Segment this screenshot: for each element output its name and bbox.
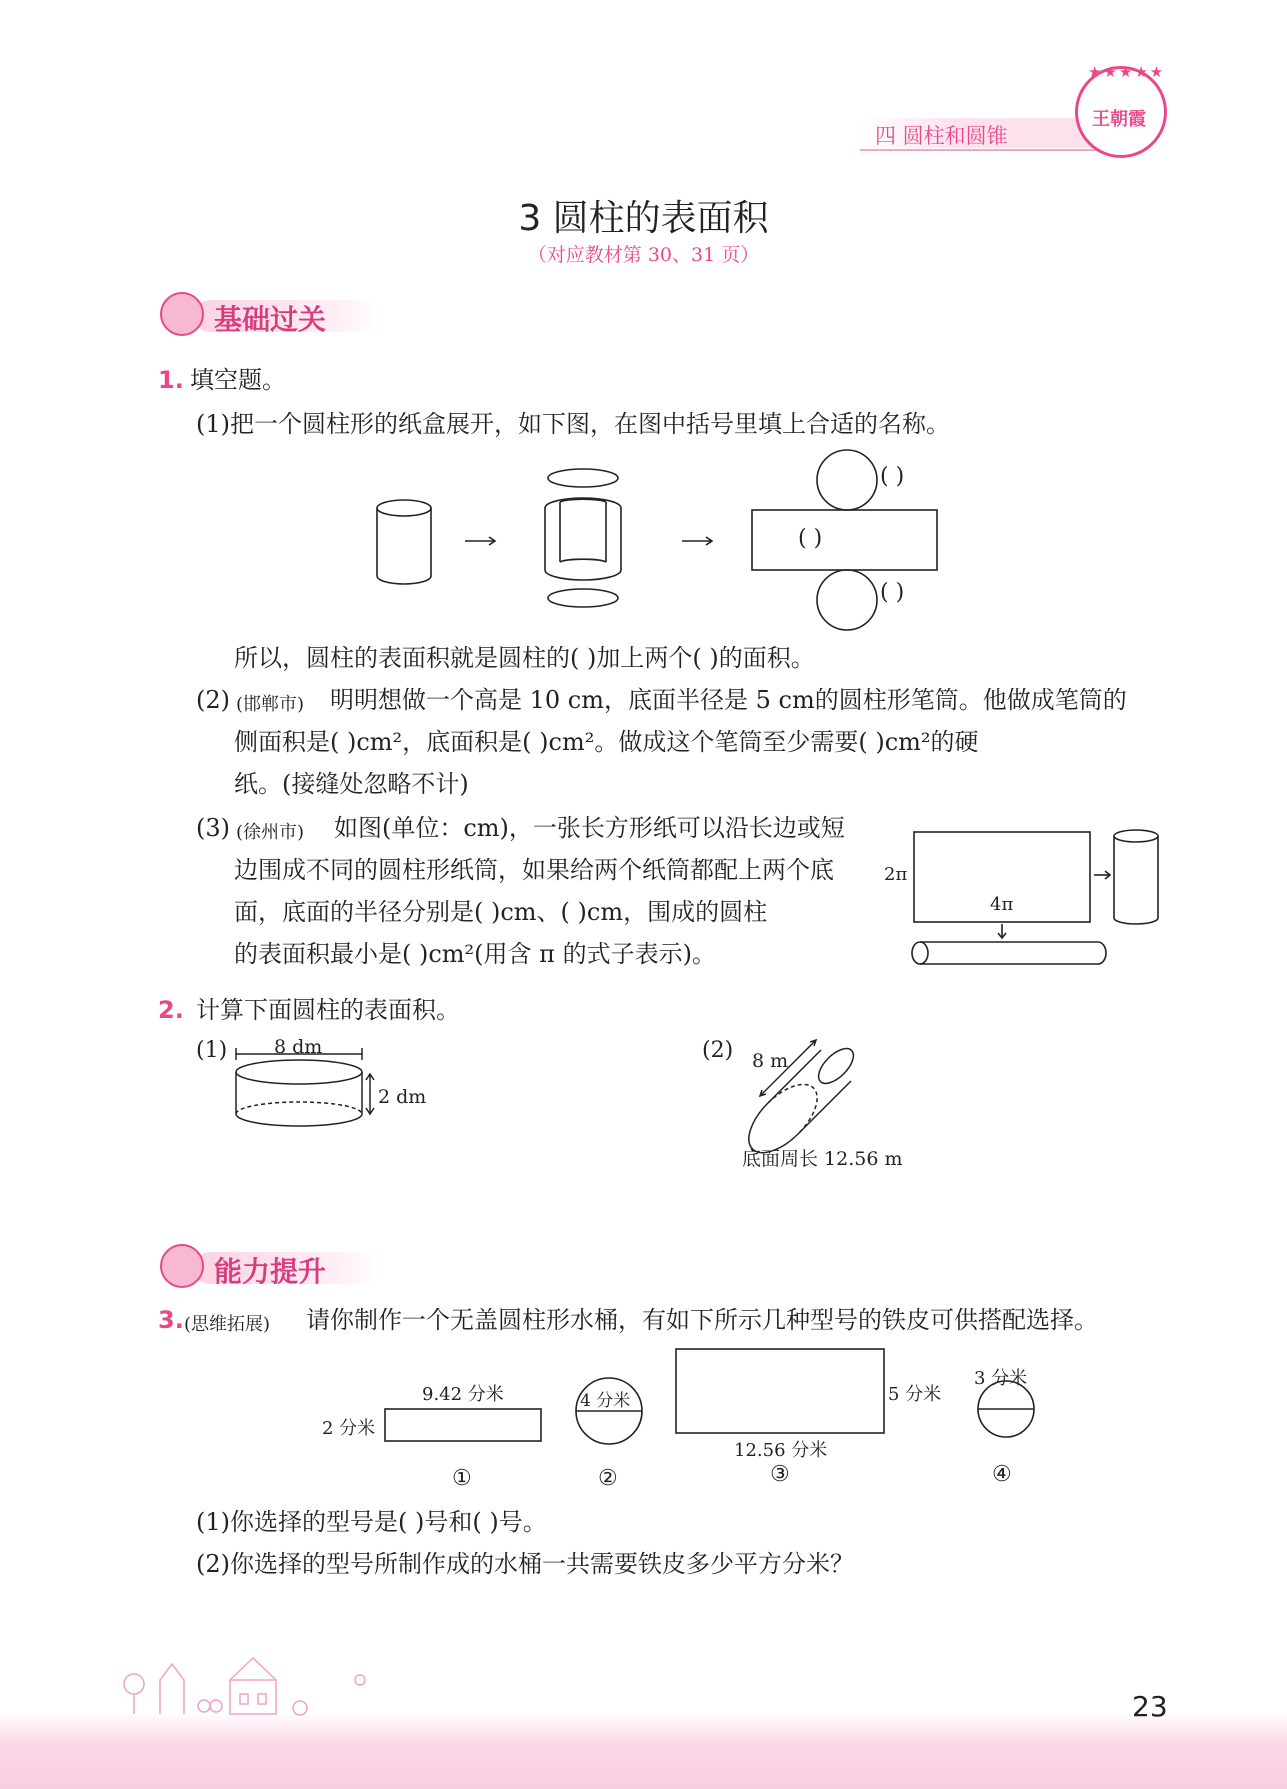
section-title-basic: 基础过关 <box>214 303 327 336</box>
rectangle-roll-diagram <box>880 820 1180 970</box>
q2-fig2-num: (2) <box>702 1038 734 1063</box>
q3-title: 请你制作一个无盖圆柱形水桶，有如下所示几种型号的铁皮可供搭配选择。 <box>306 1306 1098 1334</box>
castle-decoration-icon <box>120 1650 420 1720</box>
q1-p3-line1: 如图(单位：cm)，一张长方形纸可以沿长边或短 <box>334 814 845 842</box>
page-title: 3 圆柱的表面积 <box>518 198 769 239</box>
tilted-cylinder-figure <box>740 1030 880 1150</box>
q1-p2-line3: 纸。(接缝处忽略不计) <box>234 770 469 798</box>
logo-text: 王朝霞 <box>1092 109 1146 130</box>
option4-diameter: 3 分米 <box>974 1368 1028 1389</box>
q3-number: 3. <box>158 1306 184 1334</box>
q1-p3-tag: (徐州市) <box>236 822 305 843</box>
option-label-3: ③ <box>770 1462 790 1487</box>
q2-number: 2. <box>158 996 184 1024</box>
sheet-metal-options <box>380 1345 1040 1495</box>
option-label-1: ① <box>452 1466 472 1491</box>
section-banner-basic <box>160 292 380 338</box>
page-subtitle: （对应教材第 30、31 页） <box>527 244 760 266</box>
arrow-right-icon <box>465 537 495 545</box>
q1-p1-text: (1)把一个圆柱形的纸盒展开，如下图，在图中括号里填上合适的名称。 <box>196 410 950 438</box>
footer-band <box>0 1712 1287 1789</box>
mascot-icon <box>160 292 204 336</box>
fig1-height-label: 2 dm <box>378 1086 427 1108</box>
option3-height: 5 分米 <box>888 1384 942 1405</box>
q1-title: 填空题。 <box>190 366 286 394</box>
option-1-rect <box>385 1409 541 1441</box>
option-label-2: ② <box>598 1466 618 1491</box>
q1-p3-line2: 边围成不同的圆柱形纸筒，如果给两个纸筒都配上两个底 <box>234 856 834 884</box>
arrow-right-icon <box>682 537 712 545</box>
option3-length: 12.56 分米 <box>734 1440 828 1461</box>
fig1-diameter-label: 8 dm <box>274 1036 323 1058</box>
cylinder-net <box>752 450 937 630</box>
q1-p3-num: (3) <box>196 814 230 842</box>
net-top-circle-blank[interactable]: ( ) <box>880 464 905 489</box>
net-rect-blank[interactable]: ( ) <box>798 526 823 551</box>
option2-diameter: 4 分米 <box>580 1391 631 1411</box>
rect-length-label: 4π <box>990 894 1014 915</box>
q1-p2-line1: 明明想做一个高是 10 cm，底面半径是 5 cm的圆柱形笔筒。他做成笔筒的 <box>330 686 1127 714</box>
arrow-right-icon <box>1094 871 1110 879</box>
opened-cylinder <box>545 469 621 607</box>
option1-length: 9.42 分米 <box>422 1384 504 1405</box>
page-number: 23 <box>1132 1690 1168 1723</box>
option-3-rect <box>676 1349 884 1433</box>
section-title-advanced: 能力提升 <box>214 1255 327 1288</box>
net-bottom-circle-blank[interactable]: ( ) <box>880 580 905 605</box>
mascot-icon <box>160 1244 204 1288</box>
q1-p3-line4: 的表面积最小是( )cm²(用含 π 的式子表示)。 <box>234 940 716 968</box>
publisher-logo <box>1075 63 1167 158</box>
rect-side-label: 2π <box>884 864 908 885</box>
header-underline <box>860 149 1100 151</box>
arrow-down-icon <box>998 924 1006 938</box>
q1-p2-tag: (邯郸市) <box>236 694 305 715</box>
chapter-label: 四 圆柱和圆锥 <box>875 124 1008 148</box>
fig2-length-label: 8 m <box>752 1050 789 1072</box>
q1-p3-line3: 面，底面的半径分别是( )cm、( )cm，围成的圆柱 <box>234 898 768 926</box>
section-banner-advanced <box>160 1244 380 1290</box>
q3-sub2: (2)你选择的型号所制作成的水桶一共需要铁皮多少平方分米？ <box>196 1550 854 1578</box>
fig2-caption: 底面周长 12.56 m <box>742 1148 903 1170</box>
q2-title: 计算下面圆柱的表面积。 <box>196 996 460 1024</box>
q1-p2-num: (2) <box>196 686 230 714</box>
closed-cylinder <box>377 500 431 584</box>
q1-number: 1. <box>158 366 184 394</box>
q2-fig1-num: (1) <box>196 1038 228 1063</box>
q1-p1-conclusion: 所以，圆柱的表面积就是圆柱的( )加上两个( )的面积。 <box>234 644 815 672</box>
q3-tag: (思维拓展) <box>184 1314 271 1335</box>
option1-width: 2 分米 <box>322 1418 376 1439</box>
star-icon: ★★★★★ <box>1088 63 1166 81</box>
q3-sub1: (1)你选择的型号是( )号和( )号。 <box>196 1508 547 1536</box>
option-label-4: ④ <box>992 1462 1012 1487</box>
q1-p2-line2: 侧面积是( )cm²，底面积是( )cm²。做成这个笔筒至少需要( )cm²的硬 <box>234 728 979 756</box>
